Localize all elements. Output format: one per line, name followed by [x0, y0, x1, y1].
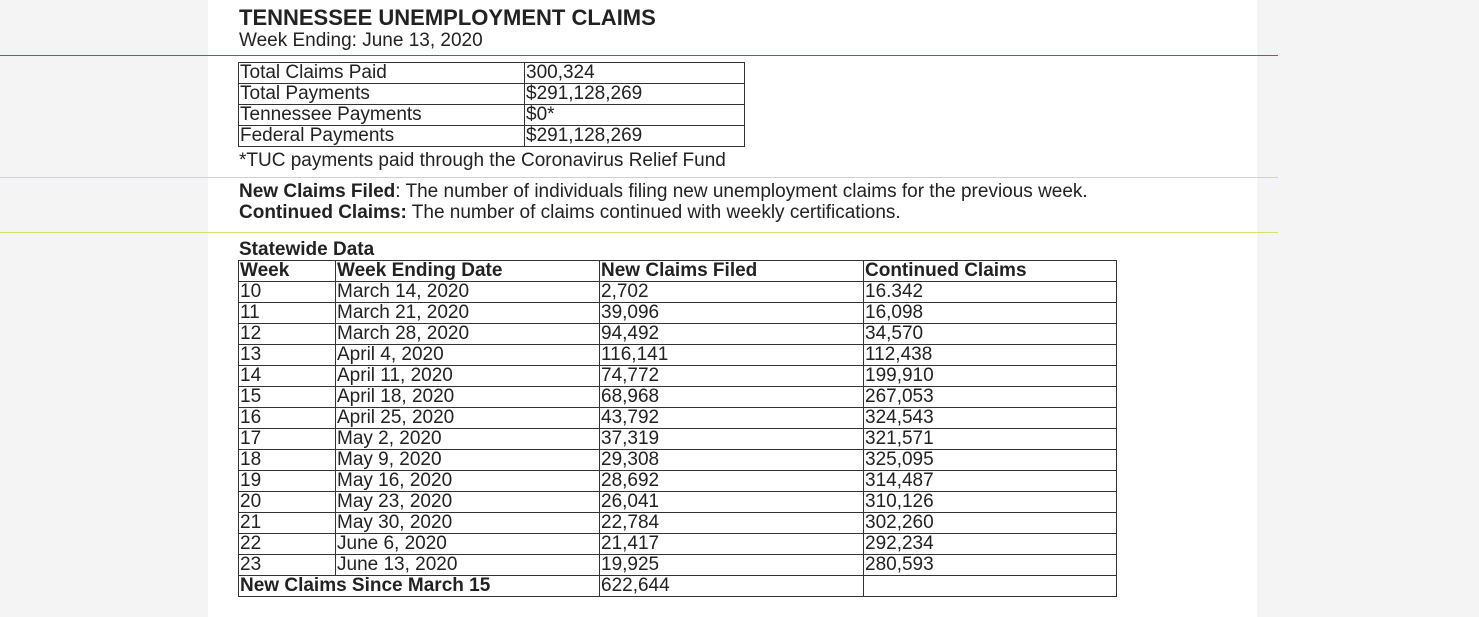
new-claims-cell: 74,772: [600, 366, 864, 387]
summary-label: Total Claims Paid: [239, 63, 525, 84]
new-claims-cell: 29,308: [600, 450, 864, 471]
table-row: [239, 492, 1117, 513]
week-cell: 21: [239, 513, 336, 534]
continued-claims-cell: 16,098: [864, 303, 1117, 324]
week-cell: 14: [239, 366, 336, 387]
new-claims-cell: 116,141: [600, 345, 864, 366]
column-header: Week Ending Date: [336, 261, 600, 282]
statewide-section-title: Statewide Data: [239, 239, 375, 260]
continued-claims-cell: 314,487: [864, 471, 1117, 492]
week-ending-date-cell: June 13, 2020: [336, 555, 600, 576]
new-claims-cell: 28,692: [600, 471, 864, 492]
summary-label: Federal Payments: [239, 126, 525, 147]
table-row: [239, 471, 1117, 492]
continued-claims-cell: 199,910: [864, 366, 1117, 387]
new-claims-cell: 26,041: [600, 492, 864, 513]
definition-continued-claims: [239, 202, 1088, 223]
new-claims-cell: 68,968: [600, 387, 864, 408]
week-cell: 13: [239, 345, 336, 366]
week-ending-subtitle: Week Ending: June 13, 2020: [239, 30, 483, 51]
new-claims-cell: 39,096: [600, 303, 864, 324]
table-row: [239, 324, 1117, 345]
summary-label: Total Payments: [239, 84, 525, 105]
week-ending-date-cell: March 14, 2020: [336, 282, 600, 303]
statewide-table: [238, 260, 1117, 597]
summary-row: [239, 84, 745, 105]
week-cell: 19: [239, 471, 336, 492]
continued-claims-cell: 112,438: [864, 345, 1117, 366]
continued-claims-cell: 280,593: [864, 555, 1117, 576]
week-ending-date-cell: April 11, 2020: [336, 366, 600, 387]
definitions: [239, 181, 1088, 223]
new-claims-cell: 2,702: [600, 282, 864, 303]
header-divider: [0, 55, 1278, 56]
total-row: [239, 576, 1117, 597]
new-claims-cell: 37,319: [600, 429, 864, 450]
definition-text: : The number of individuals filing new unemployment claims for the previous week.: [395, 181, 1088, 202]
week-ending-date-cell: June 6, 2020: [336, 534, 600, 555]
continued-claims-cell: 325,095: [864, 450, 1117, 471]
total-label: New Claims Since March 15: [239, 576, 600, 597]
continued-claims-cell: 324,543: [864, 408, 1117, 429]
table-row: [239, 345, 1117, 366]
continued-claims-cell: 34,570: [864, 324, 1117, 345]
table-row: [239, 534, 1117, 555]
continued-claims-cell: 267,053: [864, 387, 1117, 408]
section-divider-2: [0, 232, 1278, 233]
section-divider-1: [0, 177, 1278, 178]
table-row: [239, 366, 1117, 387]
week-ending-date-cell: March 21, 2020: [336, 303, 600, 324]
week-ending-date-cell: May 2, 2020: [336, 429, 600, 450]
continued-claims-cell: 310,126: [864, 492, 1117, 513]
week-cell: 12: [239, 324, 336, 345]
column-header: Continued Claims: [864, 261, 1117, 282]
week-ending-date-cell: March 28, 2020: [336, 324, 600, 345]
summary-row: [239, 63, 745, 84]
summary-table: [238, 62, 745, 147]
new-claims-cell: 21,417: [600, 534, 864, 555]
week-cell: 15: [239, 387, 336, 408]
table-row: [239, 555, 1117, 576]
definition-term: Continued Claims:: [239, 202, 407, 223]
table-row: [239, 282, 1117, 303]
definition-term: New Claims Filed: [239, 181, 396, 202]
week-cell: 20: [239, 492, 336, 513]
week-cell: 18: [239, 450, 336, 471]
new-claims-cell: 94,492: [600, 324, 864, 345]
column-header: Week: [239, 261, 336, 282]
summary-value: 300,324: [525, 63, 745, 84]
table-row: [239, 429, 1117, 450]
week-ending-date-cell: May 16, 2020: [336, 471, 600, 492]
week-cell: 17: [239, 429, 336, 450]
week-ending-date-cell: April 4, 2020: [336, 345, 600, 366]
week-cell: 11: [239, 303, 336, 324]
week-cell: 10: [239, 282, 336, 303]
week-ending-date-cell: May 9, 2020: [336, 450, 600, 471]
summary-value: $0*: [525, 105, 745, 126]
week-ending-date-cell: May 23, 2020: [336, 492, 600, 513]
week-cell: 22: [239, 534, 336, 555]
week-cell: 23: [239, 555, 336, 576]
table-header-row: [239, 261, 1117, 282]
continued-claims-cell: 292,234: [864, 534, 1117, 555]
summary-label: Tennessee Payments: [239, 105, 525, 126]
week-cell: 16: [239, 408, 336, 429]
definition-new-claims: [239, 181, 1088, 202]
new-claims-cell: 19,925: [600, 555, 864, 576]
total-continued-claims: [864, 576, 1117, 597]
table-row: [239, 408, 1117, 429]
page-title: TENNESSEE UNEMPLOYMENT CLAIMS: [239, 5, 656, 30]
summary-footnote: *TUC payments paid through the Coronavirus Relief Fund: [239, 150, 726, 171]
summary-row: [239, 126, 745, 147]
summary-value: $291,128,269: [525, 84, 745, 105]
table-row: [239, 387, 1117, 408]
total-new-claims: 622,644: [600, 576, 864, 597]
table-row: [239, 513, 1117, 534]
continued-claims-cell: 321,571: [864, 429, 1117, 450]
week-ending-date-cell: April 25, 2020: [336, 408, 600, 429]
table-row: [239, 303, 1117, 324]
new-claims-cell: 43,792: [600, 408, 864, 429]
table-row: [239, 450, 1117, 471]
week-ending-date-cell: May 30, 2020: [336, 513, 600, 534]
continued-claims-cell: 16.342: [864, 282, 1117, 303]
continued-claims-cell: 302,260: [864, 513, 1117, 534]
summary-value: $291,128,269: [525, 126, 745, 147]
new-claims-cell: 22,784: [600, 513, 864, 534]
week-ending-date-cell: April 18, 2020: [336, 387, 600, 408]
summary-row: [239, 105, 745, 126]
column-header: New Claims Filed: [600, 261, 864, 282]
definition-text: The number of claims continued with weekly certifications.: [406, 202, 901, 223]
